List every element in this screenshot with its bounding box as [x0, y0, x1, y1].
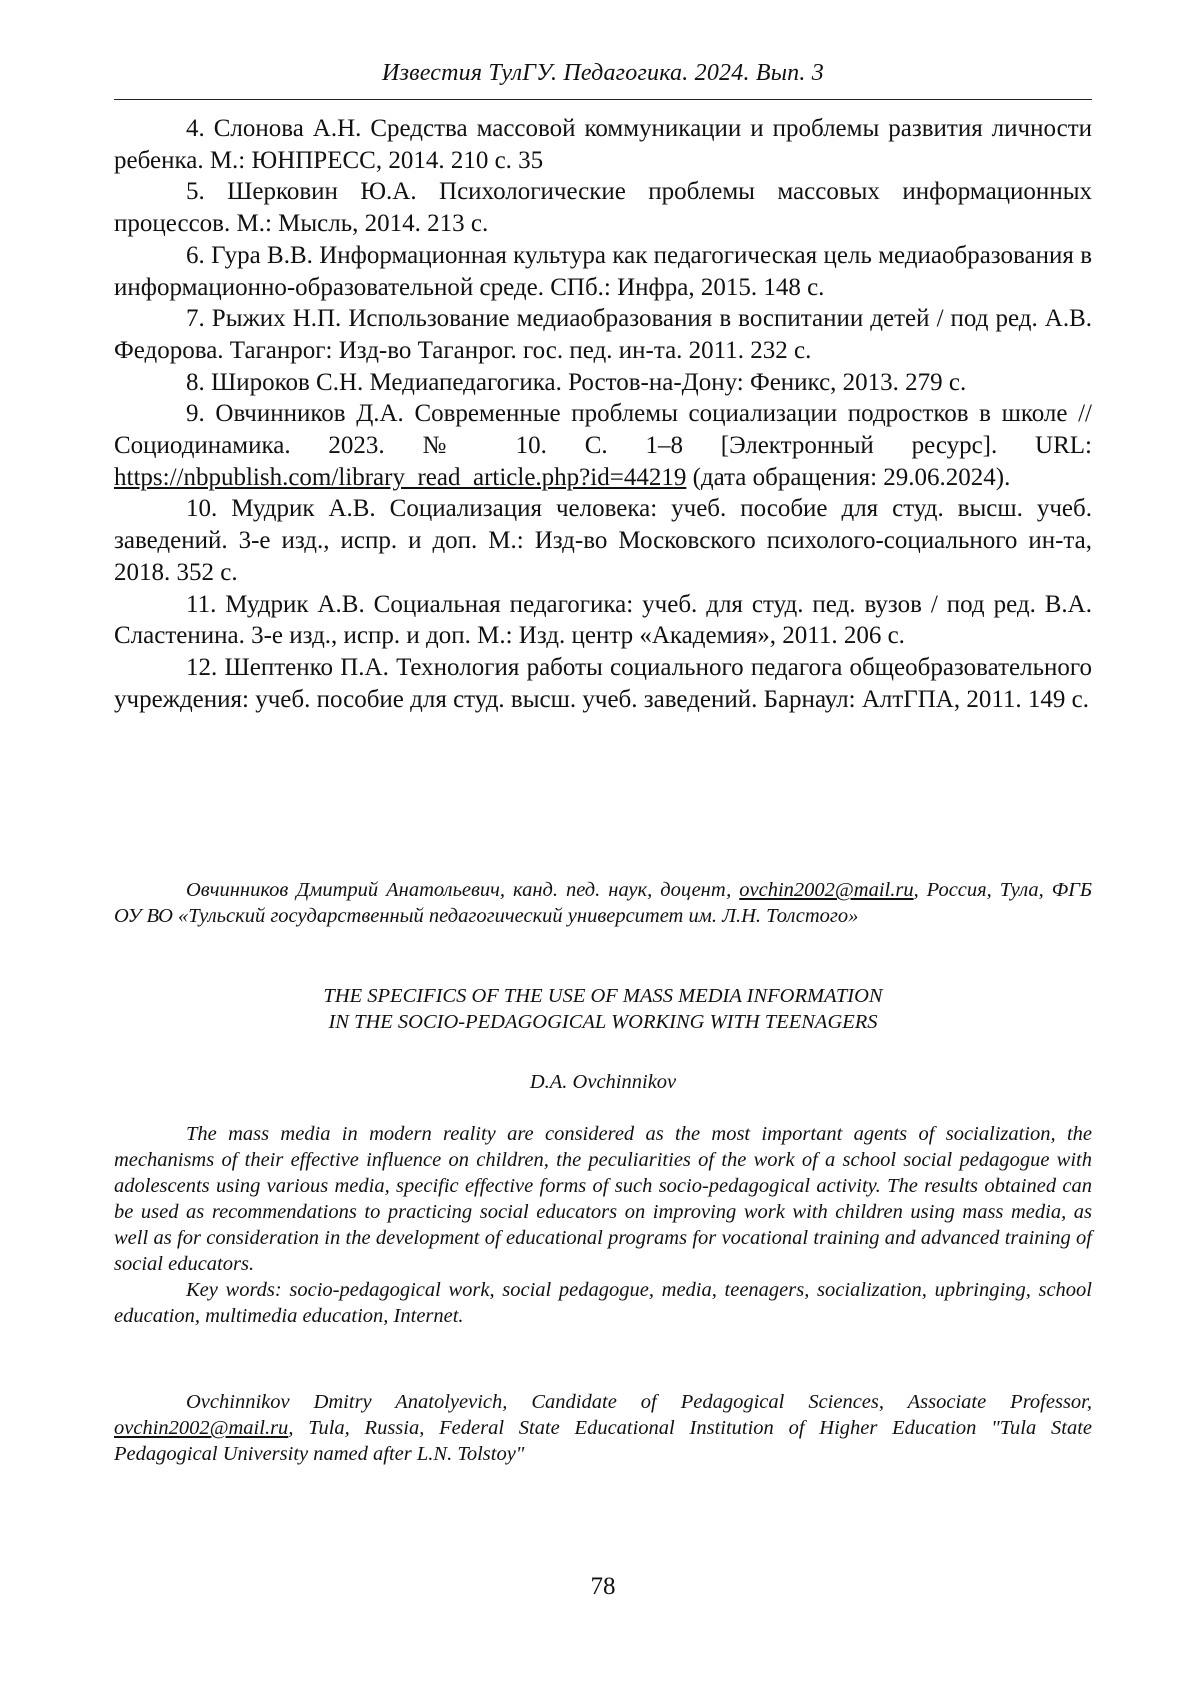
reference-item: 7. Рыжих Н.П. Использование медиаобразования в воспитании детей / под ред. А.В. Федорова. Таганрог: Изд-во Таганрог. гос. пед. ин-та. 2011. 232 с.	[114, 305, 1092, 364]
author-info-ru	[114, 877, 1092, 929]
reference-text: 9. Овчинников Д.А. Современные проблемы социализации подростков в школе // Социодинамика. 2023. № 10. С. 1–8 [Электронный ресурс]. URL:	[114, 400, 1092, 460]
abstract-text: The mass media in modern reality are considered as the most important agents of socialization, the mechanisms of their effective influence on children, the peculiarities of the work of a school social pedagogue with adolescents using various media, specific effective forms of such socio-pedagogical activity. The results obtained can be used as recommendations to practicing social educators on improving work with children using mass media, as well as for consideration in the development of educational programs for vocational training and advanced training of social educators.	[114, 1123, 1092, 1275]
title-line: IN THE SOCIO-PEDAGOGICAL WORKING WITH TEENAGERS	[328, 1011, 878, 1033]
reference-item: 6. Гура В.В. Информационная культура как педагогическая цель медиаобразования в информационно-образовательной среде. СПб.: Инфра, 2015. 148 с.	[114, 241, 1092, 301]
reference-item: 11. Мудрик А.В. Социальная педагогика: учеб. для студ. пед. вузов / под ред. В.А. Сластенина. 3-е изд., испр. и доп. М.: Изд. центр «Академия», 2011. 206 с.	[114, 590, 1092, 650]
author-email-link[interactable]: ovchin2002@mail.ru	[114, 1417, 289, 1439]
author-info-text: Ovchinnikov Dmitry Anatolyevich, Candidate of Pedagogical Sciences, Associate Professor,	[186, 1391, 1092, 1413]
author-info-text: , Россия, Тула, ФГБ ОУ ВО «Тульский государственный педагогический университет им. Л.Н. Толстого»	[114, 879, 1092, 927]
reference-item: 10. Мудрик А.В. Социализация человека: учеб. пособие для студ. высш. учеб. заведений. 3-е изд., испр. и доп. М.: Изд-во Московского психолого-социального ин-та, 2018. 352 с.	[114, 495, 1092, 586]
header-divider	[114, 99, 1092, 100]
reference-item: 12. Шептенко П.А. Технология работы социального педагога общеобразовательного учреждения: учеб. пособие для студ. высш. учеб. заведений. Барнаул: АлтГПА, 2011. 149 с.	[114, 653, 1092, 713]
page-number: 78	[590, 1573, 616, 1600]
keywords-text: Key words: socio-pedagogical work, social pedagogue, media, teenagers, socialization, upbringing, school education, multimedia education, Internet.	[114, 1279, 1092, 1327]
english-author-name: D.A. Ovchinnikov	[529, 1071, 677, 1093]
reference-item: 4. Слонова А.Н. Средства массовой коммуникации и проблемы развития личности ребенка. М.: ЮНПРЕСС, 2014. 210 с. 35	[114, 115, 1092, 174]
reference-item: 5. Шерковин Ю.А. Психологические проблемы массовых информационных процессов. М.: Мысль, 2014. 213 с.	[114, 178, 1092, 238]
author-info-en	[114, 1389, 1092, 1467]
author-info-text: , Tula, Russia, Federal State Educational Institution of Higher Education "Tula State Pedagogical University named after L.N. Tolstoy"	[114, 1417, 1092, 1465]
running-head: Известия ТулГУ. Педагогика. 2024. Вып. 3	[382, 60, 824, 86]
title-line: THE SPECIFICS OF THE USE OF MASS MEDIA INFORMATION	[323, 985, 883, 1007]
reference-list	[114, 113, 1092, 715]
reference-text: (дата обращения: 29.06.2024).	[686, 463, 1011, 491]
english-abstract	[114, 1121, 1092, 1329]
journal-page	[114, 0, 1092, 1697]
english-article-title	[114, 983, 1092, 1035]
reference-item	[114, 398, 1092, 493]
author-email-link[interactable]: ovchin2002@mail.ru	[739, 879, 914, 901]
reference-link[interactable]: https://nbpublish.com/library_read_article.php?id=44219	[114, 463, 687, 491]
author-info-text: Овчинников Дмитрий Анатольевич, канд. пед. наук, доцент,	[186, 879, 740, 901]
reference-item: 8. Широков С.Н. Медиапедагогика. Ростов-на-Дону: Феникс, 2013. 279 с.	[186, 368, 967, 396]
